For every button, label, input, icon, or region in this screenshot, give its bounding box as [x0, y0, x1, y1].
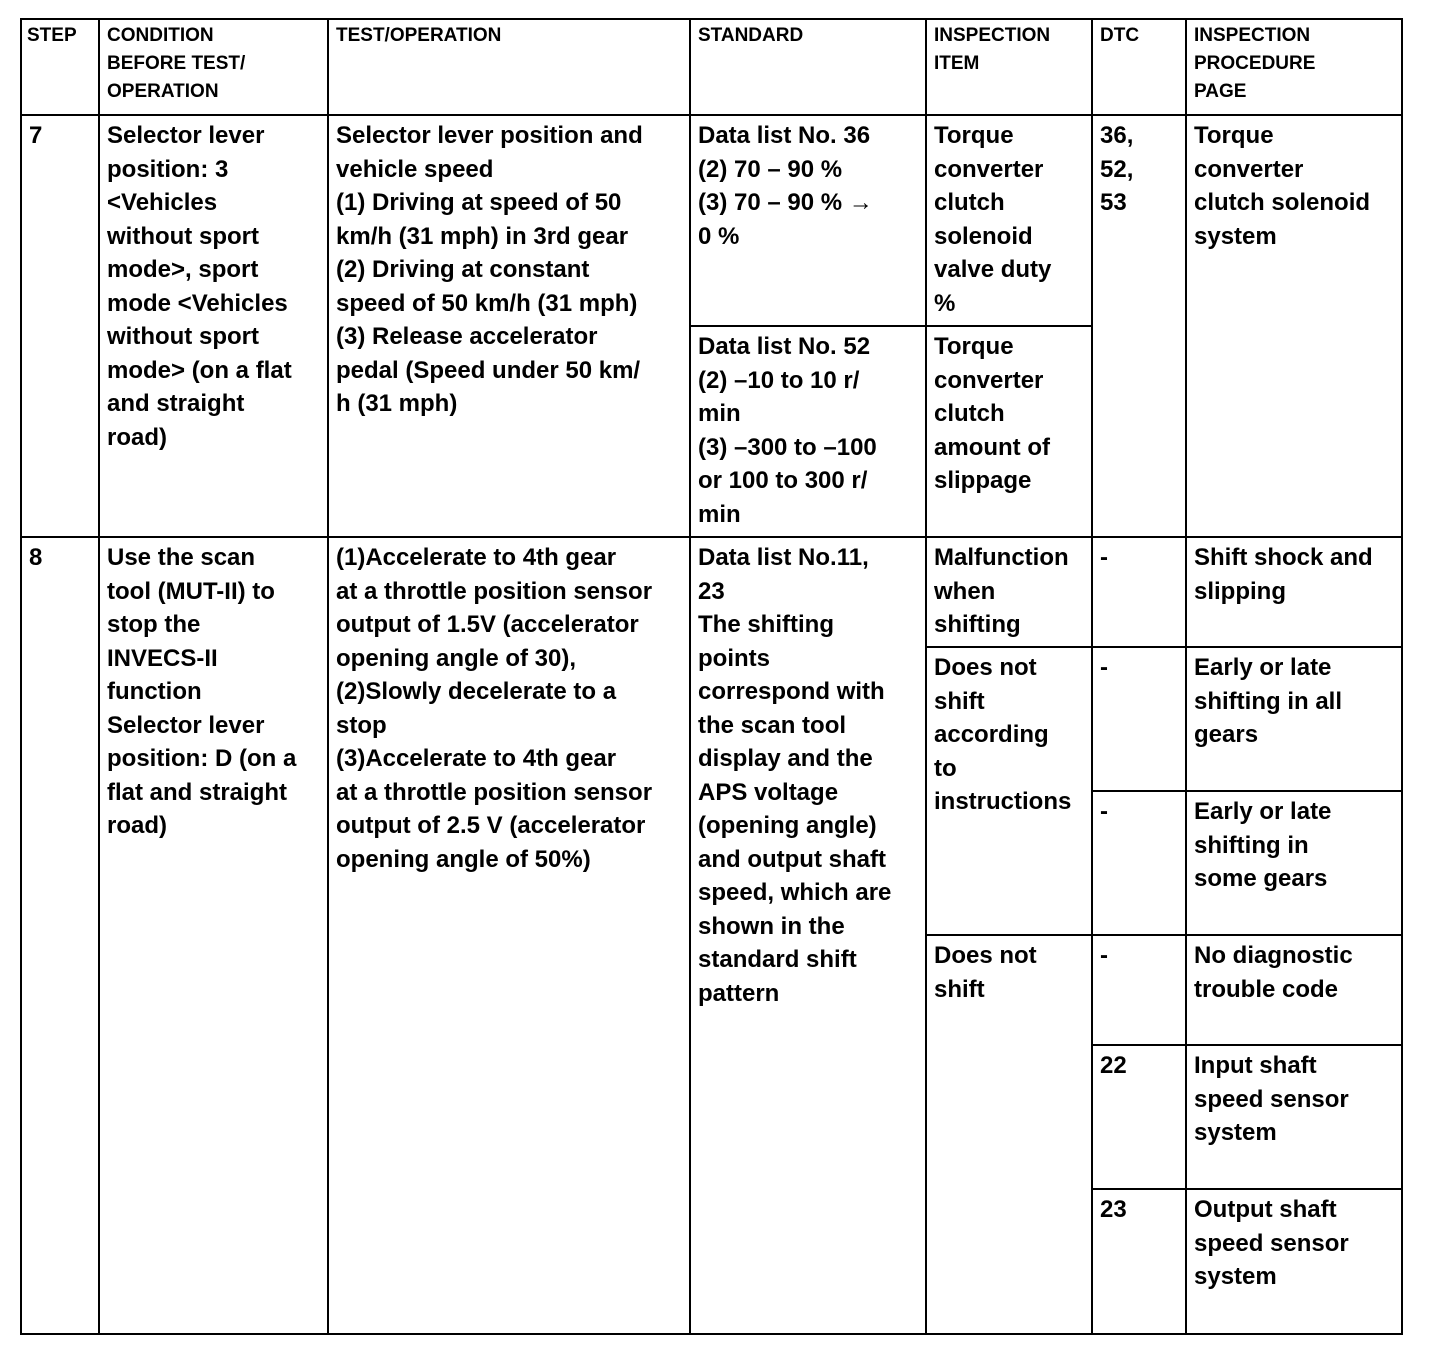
step8-dtc-6: 23	[1092, 1189, 1186, 1334]
step7-standard-1: Data list No. 36 (2) 70 – 90 % (3) 70 – 90 % → 0 %	[690, 115, 926, 326]
step8-dtc-3: -	[1092, 791, 1186, 935]
step7-condition: Selector lever position: 3 <Vehicles without sport mode>, sport mode <Vehicles without sport mode> (on a flat and straight road)	[99, 115, 328, 537]
step8-procedure-2: Early or late shifting in all gears	[1186, 647, 1402, 791]
step7-test: Selector lever position and vehicle speed (1) Driving at speed of 50 km/h (31 mph) in 3rd gear (2) Driving at constant speed of 50 km/h (31 mph) (3) Release accelerator pedal (Speed under 50 km/ h (31 mph)	[328, 115, 690, 537]
step8-procedure-3: Early or late shifting in some gears	[1186, 791, 1402, 935]
step8-dtc-1: -	[1092, 537, 1186, 647]
step7-procedure: Torque converter clutch solenoid system	[1186, 115, 1402, 537]
header-step: STEP	[21, 19, 99, 115]
step8-step: 8	[21, 537, 99, 1334]
header-condition: CONDITION BEFORE TEST/ OPERATION	[99, 19, 328, 115]
inspection-table	[20, 18, 1403, 1335]
header-standard: STANDARD	[690, 19, 926, 115]
step8-condition: Use the scan tool (MUT-II) to stop the INVECS-II function Selector lever position: D (on a flat and straight road)	[99, 537, 328, 1334]
step8-procedure-6: Output shaft speed sensor system	[1186, 1189, 1402, 1334]
header-inspection-item: INSPECTION ITEM	[926, 19, 1092, 115]
step8-dtc-5: 22	[1092, 1045, 1186, 1189]
step8-standard: Data list No.11, 23 The shifting points correspond with the scan tool display and the APS voltage (opening angle) and output shaft speed, which are shown in the standard shift pattern	[690, 537, 926, 1334]
header-dtc: DTC	[1092, 19, 1186, 115]
step7-item-2: Torque converter clutch amount of slippage	[926, 326, 1092, 537]
step8-dtc-4: -	[1092, 935, 1186, 1045]
step7-row-1	[21, 115, 1402, 326]
step7-step: 7	[21, 115, 99, 537]
step8-dtc-2: -	[1092, 647, 1186, 791]
step7-item-1: Torque converter clutch solenoid valve duty %	[926, 115, 1092, 326]
step8-procedure-5: Input shaft speed sensor system	[1186, 1045, 1402, 1189]
step7-dtc: 36, 52, 53	[1092, 115, 1186, 537]
step8-item-2: Does not shift according to instructions	[926, 647, 1092, 935]
step7-standard-2: Data list No. 52 (2) –10 to 10 r/ min (3) –300 to –100 or 100 to 300 r/ min	[690, 326, 926, 537]
inspection-table-sheet	[20, 18, 1403, 1335]
step8-item-1: Malfunction when shifting	[926, 537, 1092, 647]
step8-procedure-1: Shift shock and slipping	[1186, 537, 1402, 647]
step8-test: (1)Accelerate to 4th gear at a throttle position sensor output of 1.5V (accelerator opening angle of 30), (2)Slowly decelerate to a stop (3)Accelerate to 4th gear at a throttle position sensor output of 2.5 V (accelerator opening angle of 50%)	[328, 537, 690, 1334]
step8-item-3: Does not shift	[926, 935, 1092, 1334]
header-row	[21, 19, 1402, 115]
step8-row-1	[21, 537, 1402, 647]
step8-procedure-4: No diagnostic trouble code	[1186, 935, 1402, 1045]
header-procedure-page: INSPECTION PROCEDURE PAGE	[1186, 19, 1402, 115]
header-test-operation: TEST/OPERATION	[328, 19, 690, 115]
